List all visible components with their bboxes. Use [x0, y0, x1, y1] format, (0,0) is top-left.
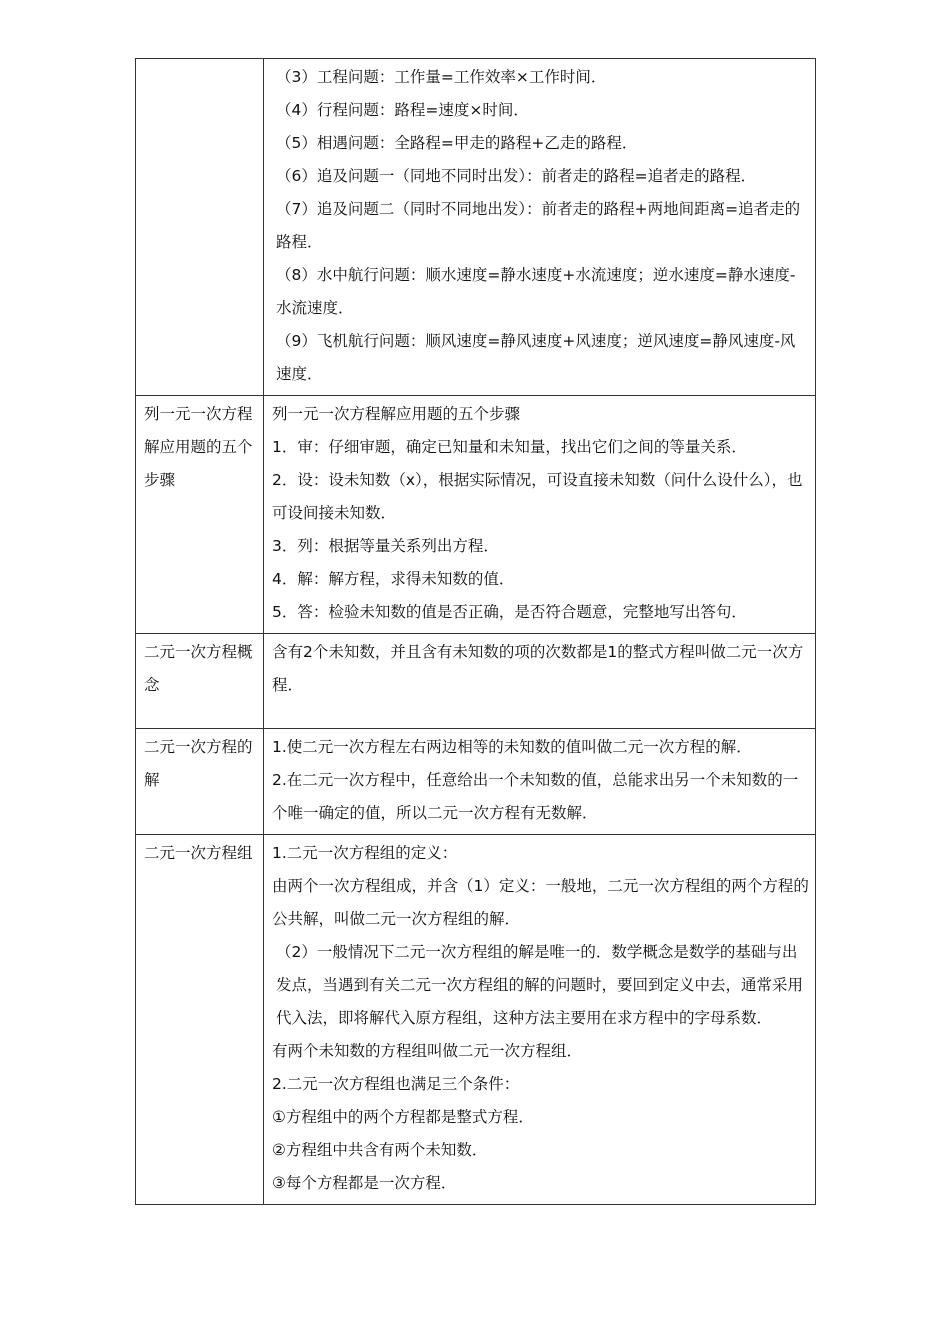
table-row: [136, 729, 816, 835]
content-cell: [264, 634, 816, 729]
content-line: 1.二元一次方程组的定义：: [272, 844, 458, 862]
content-line: 2.在二元一次方程中，任意给出一个未知数的值，总能求出另一个未知数的一个唯一确定的值，所以二元一次方程有无数解．: [272, 771, 799, 822]
content-line: 有两个未知数的方程组叫做二元一次方程组．: [272, 1042, 583, 1060]
content-line: 4．解：解方程，求得未知数的值．: [272, 570, 515, 588]
content-line: 5．答：检验未知数的值是否正确，是否符合题意，完整地写出答句．: [272, 603, 747, 621]
topic-cell: 二元一次方程组: [136, 835, 264, 1205]
content-line: （7）追及问题二（同时不同地出发）：前者走的路程+两地间距离=追者走的路程．: [276, 200, 801, 251]
content-line: 1．审：仔细审题，确定已知量和未知量，找出它们之间的等量关系．: [272, 438, 747, 456]
table-row: [136, 59, 816, 396]
content-line: （9）飞机航行问题：顺风速度=静风速度+风速度；逆风速度=静风速度-风速度．: [276, 332, 796, 383]
content-line: 1.使二元一次方程左右两边相等的未知数的值叫做二元一次方程的解．: [272, 738, 752, 756]
content-line: （8）水中航行问题：顺水速度=静水速度+水流速度；逆水速度=静水速度-水流速度．: [276, 266, 796, 317]
content-line: ②方程组中共含有两个未知数．: [272, 1141, 488, 1159]
table-row: [136, 634, 816, 729]
knowledge-table: [135, 58, 816, 1205]
content-line: 由两个一次方程组成，并含（1）定义：一般地，二元一次方程组的两个方程的公共解，叫做二元一次方程组的解．: [272, 877, 809, 928]
content-line: （6）追及问题一（同地不同时出发）：前者走的路程=追者走的路程．: [276, 167, 757, 185]
topic-cell: 二元一次方程的解: [136, 729, 264, 835]
content-cell: [264, 835, 816, 1205]
topic-cell: 二元一次方程概念: [136, 634, 264, 729]
content-line: （2）一般情况下二元一次方程组的解是唯一的．数学概念是数学的基础与出发点，当遇到有关二元一次方程组的解的问题时，要回到定义中去，通常采用代入法，即将解代入原方程组，这种方法主要用在求方程中的字母系数．: [276, 943, 804, 1027]
content-cell: [264, 729, 816, 835]
topic-cell: 列一元一次方程解应用题的五个步骤: [136, 396, 264, 634]
content-line: 2.二元一次方程组也满足三个条件：: [272, 1075, 520, 1093]
topic-cell: [136, 59, 264, 396]
table-row: [136, 396, 816, 634]
content-cell: [264, 396, 816, 634]
table-row: [136, 835, 816, 1205]
content-line: （3）工程问题：工作量=工作效率×工作时间．: [276, 68, 607, 86]
content-line: ③每个方程都是一次方程．: [272, 1174, 457, 1192]
content-line: 列一元一次方程解应用题的五个步骤: [272, 405, 521, 423]
content-line: 含有2个未知数，并且含有未知数的项的次数都是1的整式方程叫做二元一次方程．: [272, 643, 804, 694]
content-line: 3．列：根据等量关系列出方程．: [272, 537, 499, 555]
content-line: （5）相遇问题：全路程=甲走的路程+乙走的路程．: [276, 134, 638, 152]
content-line: （4）行程问题：路程=速度×时间．: [276, 101, 529, 119]
content-cell: [264, 59, 816, 396]
content-line: ①方程组中的两个方程都是整式方程．: [272, 1108, 534, 1126]
content-line: 2．设：设未知数（x），根据实际情况，可设直接未知数（问什么设什么），也可设间接未知数．: [272, 471, 803, 522]
